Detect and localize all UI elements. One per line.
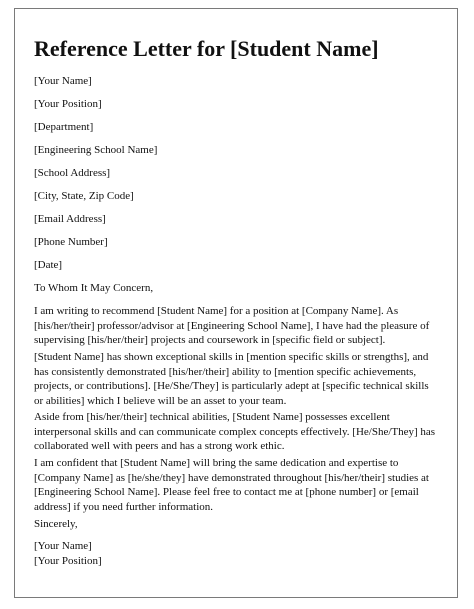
city-state-zip: [City, State, Zip Code]: [34, 190, 134, 202]
paragraph-interpersonal: [34, 410, 438, 454]
paragraph-line: I am confident that [Student Name] will bring the same dedication and expertise to: [34, 457, 399, 469]
closing: Sincerely,: [34, 518, 78, 530]
salutation: To Whom It May Concern,: [34, 282, 154, 294]
paragraph-line: or abilities] which I believe will be an asset to your team.: [34, 394, 287, 407]
school-name: [Engineering School Name]: [34, 144, 158, 156]
paragraph-line: [Engineering School Name]. Please feel free to contact me at [phone number] or [email: [34, 486, 419, 498]
sender-phone: [Phone Number]: [34, 236, 108, 248]
signature-block: [34, 539, 438, 568]
paragraph-line: has consistently demonstrated [his/her/their] ability to [mention specific achievements,: [34, 365, 417, 378]
signature-name: [Your Name]: [34, 540, 92, 552]
paragraph-line: interpersonal skills and can communicate complex concepts effectively. [He/She/They] has: [34, 425, 436, 438]
sender-email: [Email Address]: [34, 213, 106, 225]
paragraph-line: [Company Name] as [he/she/they] have demonstrated throughout [his/her/their] studies at: [34, 471, 429, 484]
signature-position: [Your Position]: [34, 554, 102, 567]
paragraph-line: [Student Name] has shown exceptional skills in [mention specific skills or strengths], and: [34, 351, 429, 363]
letter-title: Reference Letter for [Student Name]: [34, 36, 379, 61]
sender-position: [Your Position]: [34, 98, 102, 110]
paragraph-confidence: [34, 456, 438, 514]
sender-department: [Department]: [34, 121, 94, 133]
paragraph-line: Aside from [his/her/their] technical abilities, [Student Name] possesses excellent: [34, 411, 390, 423]
paragraph-line: projects, or contributions]. [He/She/They] is particularly adept at [specific technical skills: [34, 380, 429, 392]
paragraph-line: collaborated well with peers and has a strong work ethic.: [34, 440, 285, 452]
paragraph-line: I am writing to recommend [Student Name] for a position at [Company Name]. As: [34, 305, 399, 317]
sender-name: [Your Name]: [34, 75, 92, 87]
paragraph-line: address] if you need further information.: [34, 500, 213, 513]
paragraph-line: supervising [his/her/their] projects and coursework in [specific field or subject].: [34, 334, 386, 346]
paragraph-skills: [34, 350, 438, 408]
paragraph-line: [his/her/their] professor/advisor at [Engineering School Name], I have had the pleasure of: [34, 319, 430, 332]
school-address: [School Address]: [34, 167, 111, 179]
letter-date: [Date]: [34, 259, 63, 271]
paragraph-intro: [34, 304, 438, 348]
letter-page: [14, 8, 458, 598]
